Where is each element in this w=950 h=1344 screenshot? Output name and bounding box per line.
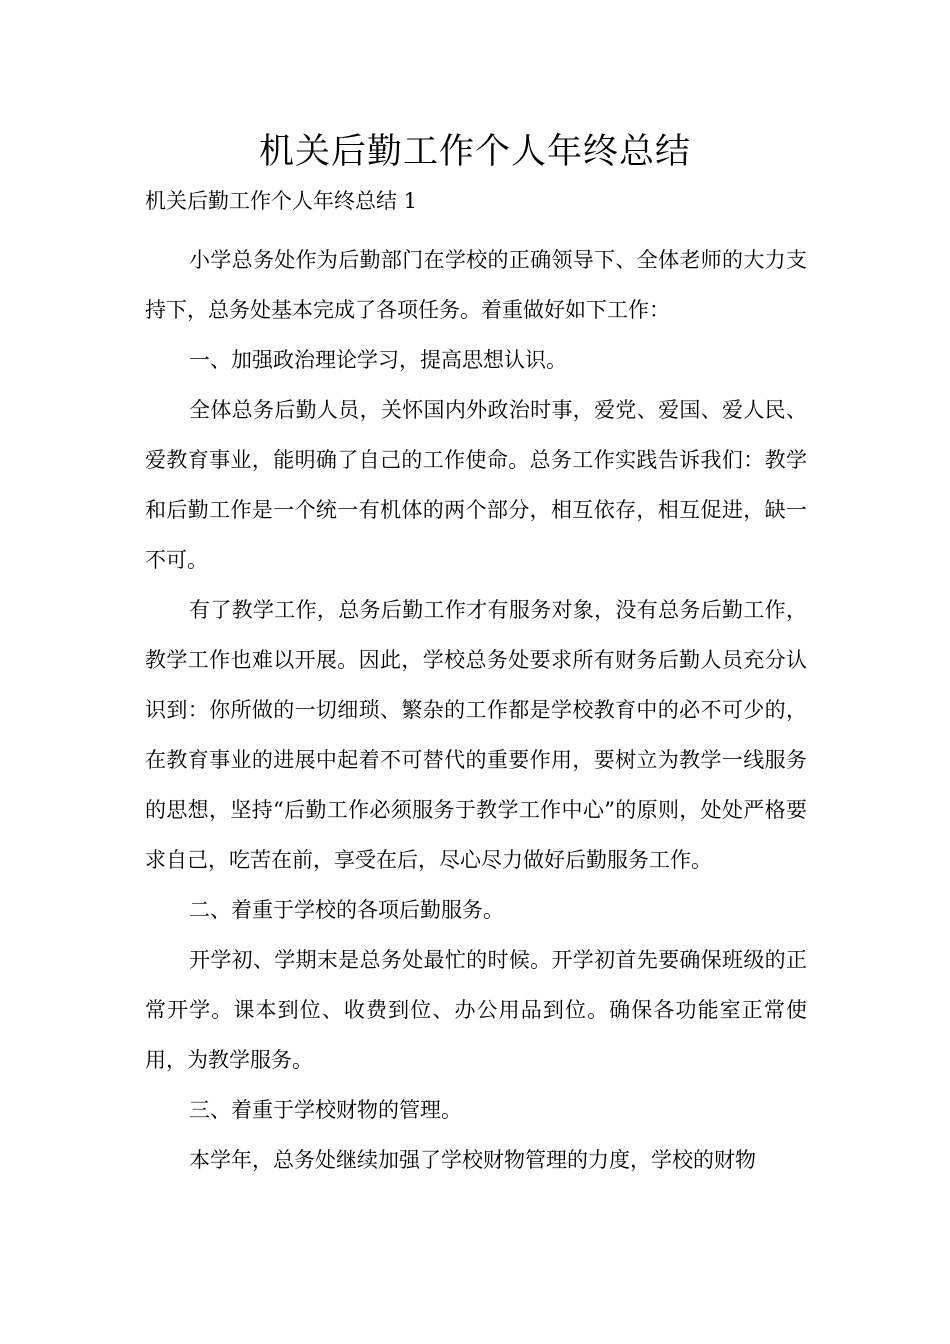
paragraph-intro: 小学总务处作为后勤部门在学校的正确领导下、全体老师的大力支持下，总务处基本完成了各项任务。着重做好如下工作： <box>145 248 807 322</box>
paragraph-section-3: 本学年，总务处继续加强了学校财物管理的力度，学校的财物 <box>189 1148 756 1172</box>
section-heading-1: 一、加强政治理论学习，提高思想认识。 <box>189 348 567 372</box>
document-body <box>145 183 807 1185</box>
document-subtitle: 机关后勤工作个人年终总结 1 <box>145 189 418 213</box>
section-heading-2: 二、着重于学校的各项后勤服务。 <box>189 898 504 922</box>
section-heading-3: 三、着重于学校财物的管理。 <box>189 1098 462 1122</box>
document-title: 机关后勤工作个人年终总结 <box>258 132 691 172</box>
paragraph-section-2: 开学初、学期末是总务处最忙的时候。开学初首先要确保班级的正常开学。课本到位、收费到位、办公用品到位。确保各功能室正常使用，为教学服务。 <box>145 948 807 1072</box>
paragraph-section-1-b: 有了教学工作，总务后勤工作才有服务对象，没有总务后勤工作，教学工作也难以开展。因此，学校总务处要求所有财务后勤人员充分认识到：你所做的一切细琐、繁杂的工作都是学校教育中的必不可少的，在教育事业的进展中起着不可替代的重要作用，要树立为教学一线服务的思想，坚持“后勤工作必须服务于教学工作中心”的原则，处处严格要求自己，吃苦在前，享受在后，尽心尽力做好后勤服务工作。 <box>145 598 807 872</box>
paragraph-section-1-a: 全体总务后勤人员，关怀国内外政治时事，爱党、爱国、爱人民、爱教育事业，能明确了自己的工作使命。总务工作实践告诉我们：教学和后勤工作是一个统一有机体的两个部分，相互依存，相互促进，缺一不可。 <box>145 398 807 572</box>
